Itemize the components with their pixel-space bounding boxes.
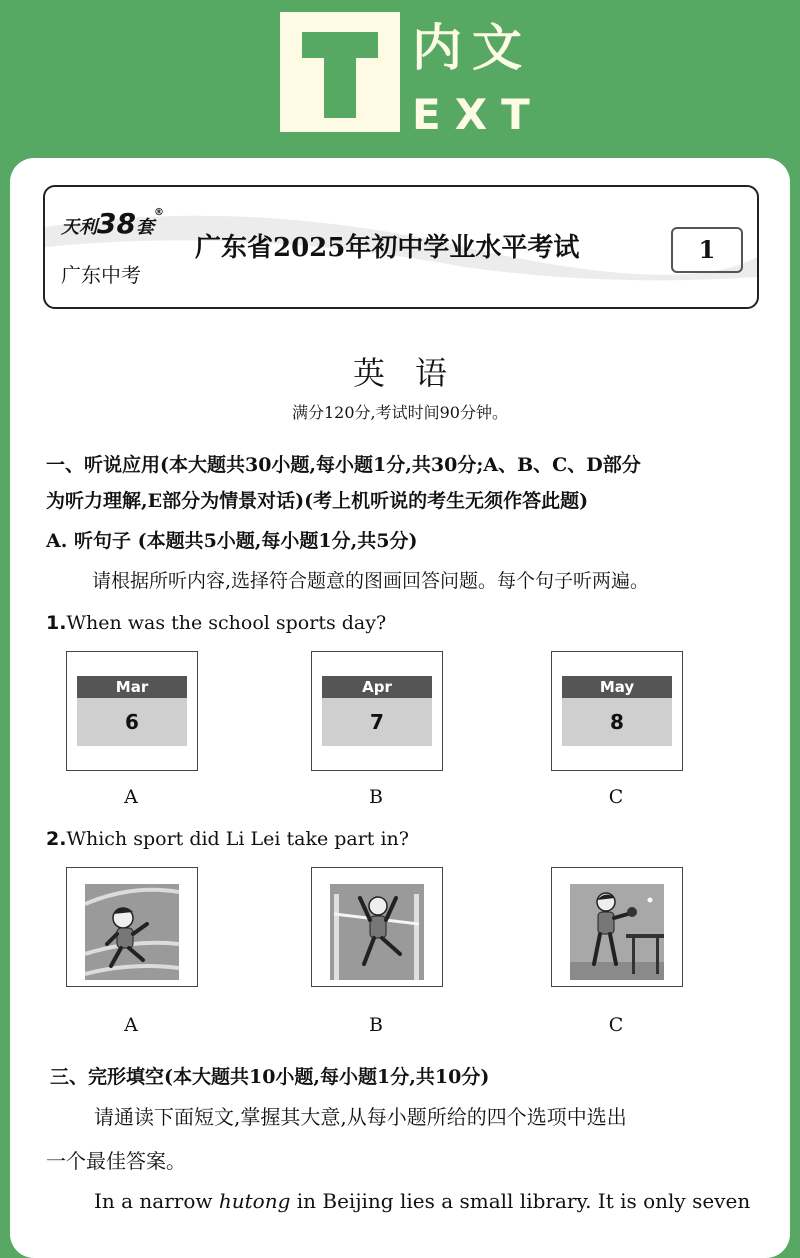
section3-instruction-line1: 请通读下面短文,掌握其大意,从每小题所给的四个选项中选出 [94,1105,627,1129]
option-label: A [124,1014,138,1036]
t-letter-stem [324,32,356,118]
q2-option-a[interactable] [66,867,198,987]
exam-paper [10,158,790,1258]
partA-title: A. 听句子 (本题共5小题,每小题1分,共5分) [46,530,418,552]
registered-mark: ® [153,207,164,218]
passage-text: In a narrow [94,1189,219,1213]
passage-italic-word: hutong [218,1189,291,1213]
question-number: 1. [46,612,67,634]
section1-title-line1: 一、听说应用(本大题共30小题,每小题1分,共30分;A、B、C、D部分 [46,454,641,476]
section3-title: 三、完形填空(本大题共10小题,每小题1分,共10分) [50,1066,490,1088]
calendar-month: Mar [77,676,187,698]
question-1 [46,610,766,636]
paper-number: 1 [671,227,743,273]
exam-title-box [43,185,759,309]
exam-meta: 满分120分,考试时间90分钟。 [292,403,508,422]
subject-title: 英语 [352,354,477,392]
option-label: A [124,786,138,808]
question-text: Which sport did Li Lei take part in? [66,828,409,850]
q1-option-b[interactable] [311,651,443,771]
q2-option-c[interactable] [551,867,683,987]
question-text: When was the school sports day? [66,612,387,634]
running-boy-picture [85,884,179,980]
calendar-day: 8 [562,698,672,746]
passage-first-line [94,1188,800,1214]
brand-region: 广东中考 [61,263,141,287]
section1-title-line2: 为听力理解,E部分为情景对话)(考上机听说的考生无须作答此题) [46,490,589,512]
q1-option-a[interactable] [66,651,198,771]
brand-logo [61,207,164,240]
brand-name: 天利 [61,217,97,238]
exam-title: 广东省2025年初中学业水平考试 [195,233,580,263]
brand-number: 38 [97,207,136,240]
option-label: C [608,786,624,808]
high-jump-picture [330,884,424,980]
q1-option-c[interactable] [551,651,683,771]
calendar-month: Apr [322,676,432,698]
calendar-day: 7 [322,698,432,746]
option-label: B [369,786,383,808]
passage-text: in Beijing lies a small library. It is only seven [290,1189,751,1213]
question-2 [46,826,766,852]
option-label: C [608,1014,624,1036]
header-en-title: EXT [412,90,544,139]
table-tennis-picture [570,884,664,980]
t-logo-box [280,12,400,132]
header-cn-title: 内文 [412,19,532,77]
option-label: B [369,1014,383,1036]
calendar-day: 6 [77,698,187,746]
q2-option-b[interactable] [311,867,443,987]
question-number: 2. [46,828,67,850]
partA-instruction: 请根据所听内容,选择符合题意的图画回答问题。每个句子听两遍。 [92,570,650,592]
brand-suffix: 套 [135,217,154,238]
calendar-month: May [562,676,672,698]
section3-instruction-line2: 一个最佳答案。 [46,1149,186,1173]
